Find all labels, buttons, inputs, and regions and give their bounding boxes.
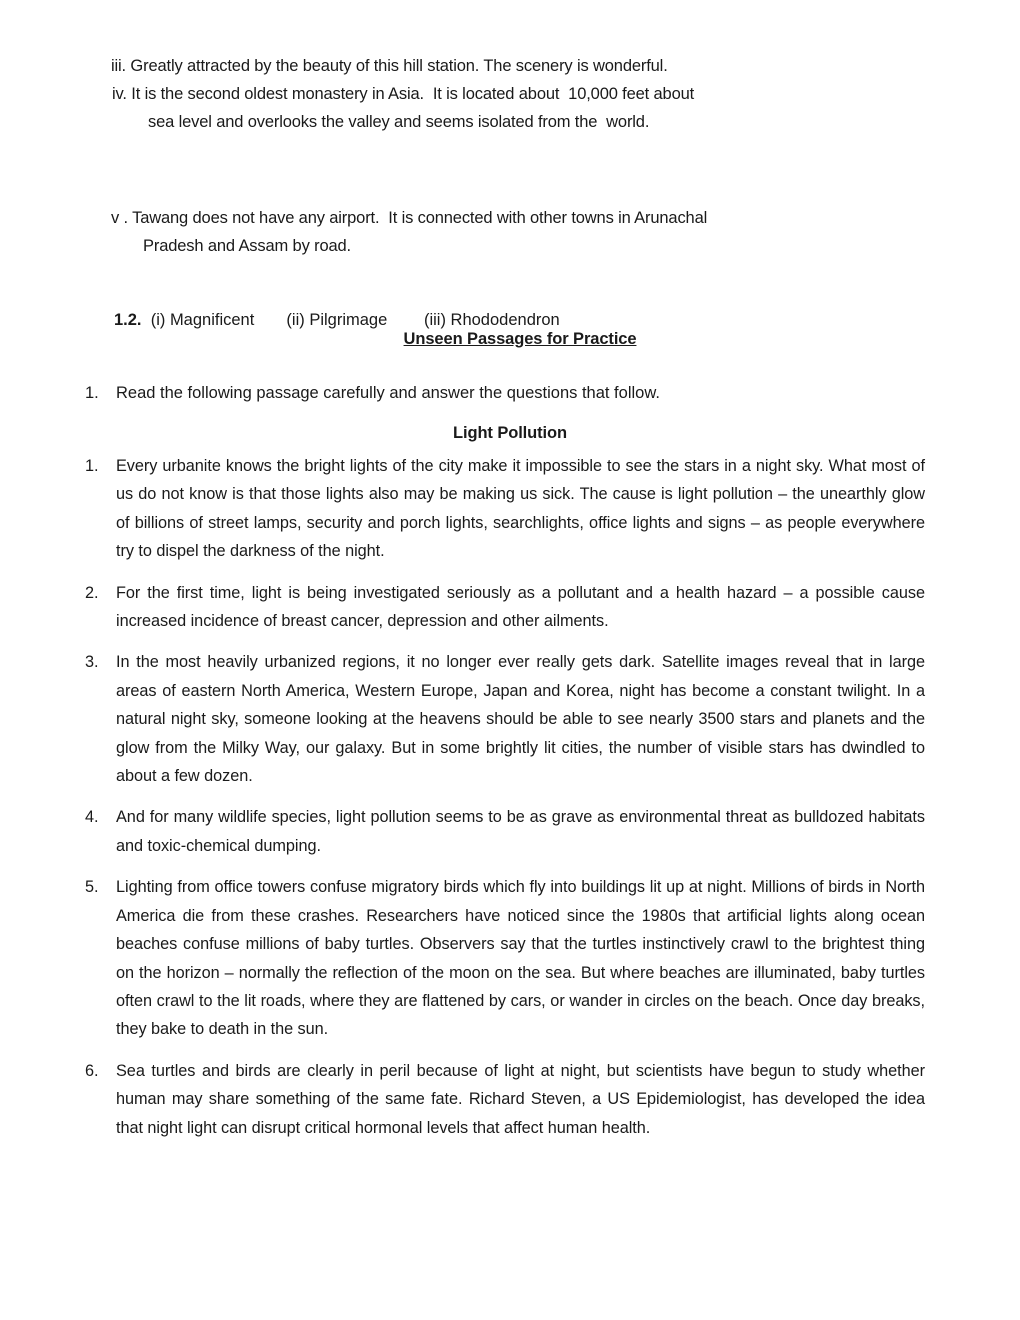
paragraph-text: Every urbanite knows the bright lights of the city make it impossible to see the stars in a night sky. What most of us do not know is that those lights also may be making us sick. The cause is light pollution – the unearthly glow of billions of street lamps, security and porch lights, searchlights, office lights and signs – as people everywhere try to dispel the darkness of the night. xyxy=(116,457,925,561)
paragraph-number: 6. xyxy=(85,1061,99,1080)
answer-item-iv-body: It is the second oldest monastery in Asia. It is located about 10,000 feet about xyxy=(131,85,695,103)
vertical-spacer xyxy=(0,136,1020,204)
vocabulary-option-1: (i) Magnificent xyxy=(150,311,255,329)
passage-paragraph xyxy=(85,1057,925,1142)
answer-item-v-continuation: Pradesh and Assam by road. xyxy=(143,237,351,255)
answer-item-v xyxy=(0,204,1020,232)
instruction-item xyxy=(85,379,925,407)
paragraph-number: 2. xyxy=(85,583,99,602)
vocabulary-answer-label: 1.2. xyxy=(114,311,142,329)
answer-item-iii-body: Greatly attracted by the beauty of this hill station. The scenery is wonderful. xyxy=(130,57,668,75)
paragraph-text: And for many wildlife species, light pollution seems to be as grave as environmental threat as bulldozed habitats and toxic-chemical dumping. xyxy=(116,808,925,855)
passage-title-wrapper xyxy=(0,424,1020,443)
instruction-number: 1. xyxy=(85,384,99,402)
paragraph-text: For the first time, light is being investigated seriously as a pollutant and a health hazard – a possible cause increased incidence of breast cancer, depression and other ailments. xyxy=(116,583,925,631)
previous-answers-section xyxy=(0,52,1020,334)
answer-item-iii xyxy=(0,52,1020,80)
answer-item-iv-continuation: sea level and overlooks the valley and seems isolated from the world. xyxy=(148,113,650,131)
section-heading-wrapper xyxy=(0,330,1020,349)
answer-item-iv xyxy=(0,80,1020,108)
answer-item-v-body: Tawang does not have any airport. It is connected with other towns in Arunachal xyxy=(132,209,708,227)
paragraph-text: Lighting from office towers confuse migratory birds which fly into buildings lit up at night. Millions of birds in North America die from these crashes. Researchers have noticed since the 1980s that artificial lights along ocean beaches confuse millions of baby turtles. Observers say that the turtles instinctively crawl to the brightest thing on the horizon – normally the reflection of the moon on the sea. But where beaches are illuminated, baby turtles often crawl to the lit roads, where they are flattened by cars, or wander in circles on the beach. Once day breaks, they bake to death in the sun. xyxy=(116,878,925,1039)
passage-paragraph xyxy=(85,452,925,566)
paragraph-text: Sea turtles and birds are clearly in peril because of light at night, but scientists have begun to study whether human may share something of the same fate. Richard Steven, a US Epidemiologist, has developed the idea that night light can disrupt critical hormonal levels that affect human health. xyxy=(116,1061,925,1137)
paragraph-number: 4. xyxy=(85,808,99,827)
answer-item-iv-marker: iv. xyxy=(112,85,127,103)
passage-paragraph xyxy=(85,648,925,790)
passage-title: Light Pollution xyxy=(453,424,567,442)
passage-paragraph-list xyxy=(85,452,925,1142)
passage-paragraph xyxy=(85,803,925,860)
vocabulary-option-2: (ii) Pilgrimage xyxy=(286,311,388,329)
passage-paragraph xyxy=(85,873,925,1043)
paragraph-number: 3. xyxy=(85,653,99,672)
answer-item-iii-text: iii. xyxy=(111,57,126,75)
vocabulary-option-3: (iii) Rhododendron xyxy=(423,311,560,329)
instruction-text: Read the following passage carefully and answer the questions that follow. xyxy=(116,384,660,402)
paragraph-number: 1. xyxy=(85,457,99,475)
answer-item-v-marker: v . xyxy=(111,209,128,227)
paragraph-text: In the most heavily urbanized regions, it no longer ever really gets dark. Satellite images reveal that in large areas of eastern North America, Western Europe, Japan and Korea, night has become a constant twilight. In a natural night sky, someone looking at the heavens should be able to see nearly 3500 stars and planets and the glow from the Milky Way, our galaxy. But in some brightly lit cities, the number of visible stars has dwindled to about a few dozen. xyxy=(116,653,925,786)
section-heading: Unseen Passages for Practice xyxy=(403,330,637,348)
paragraph-number: 5. xyxy=(85,878,99,897)
passage-paragraph xyxy=(85,579,925,636)
